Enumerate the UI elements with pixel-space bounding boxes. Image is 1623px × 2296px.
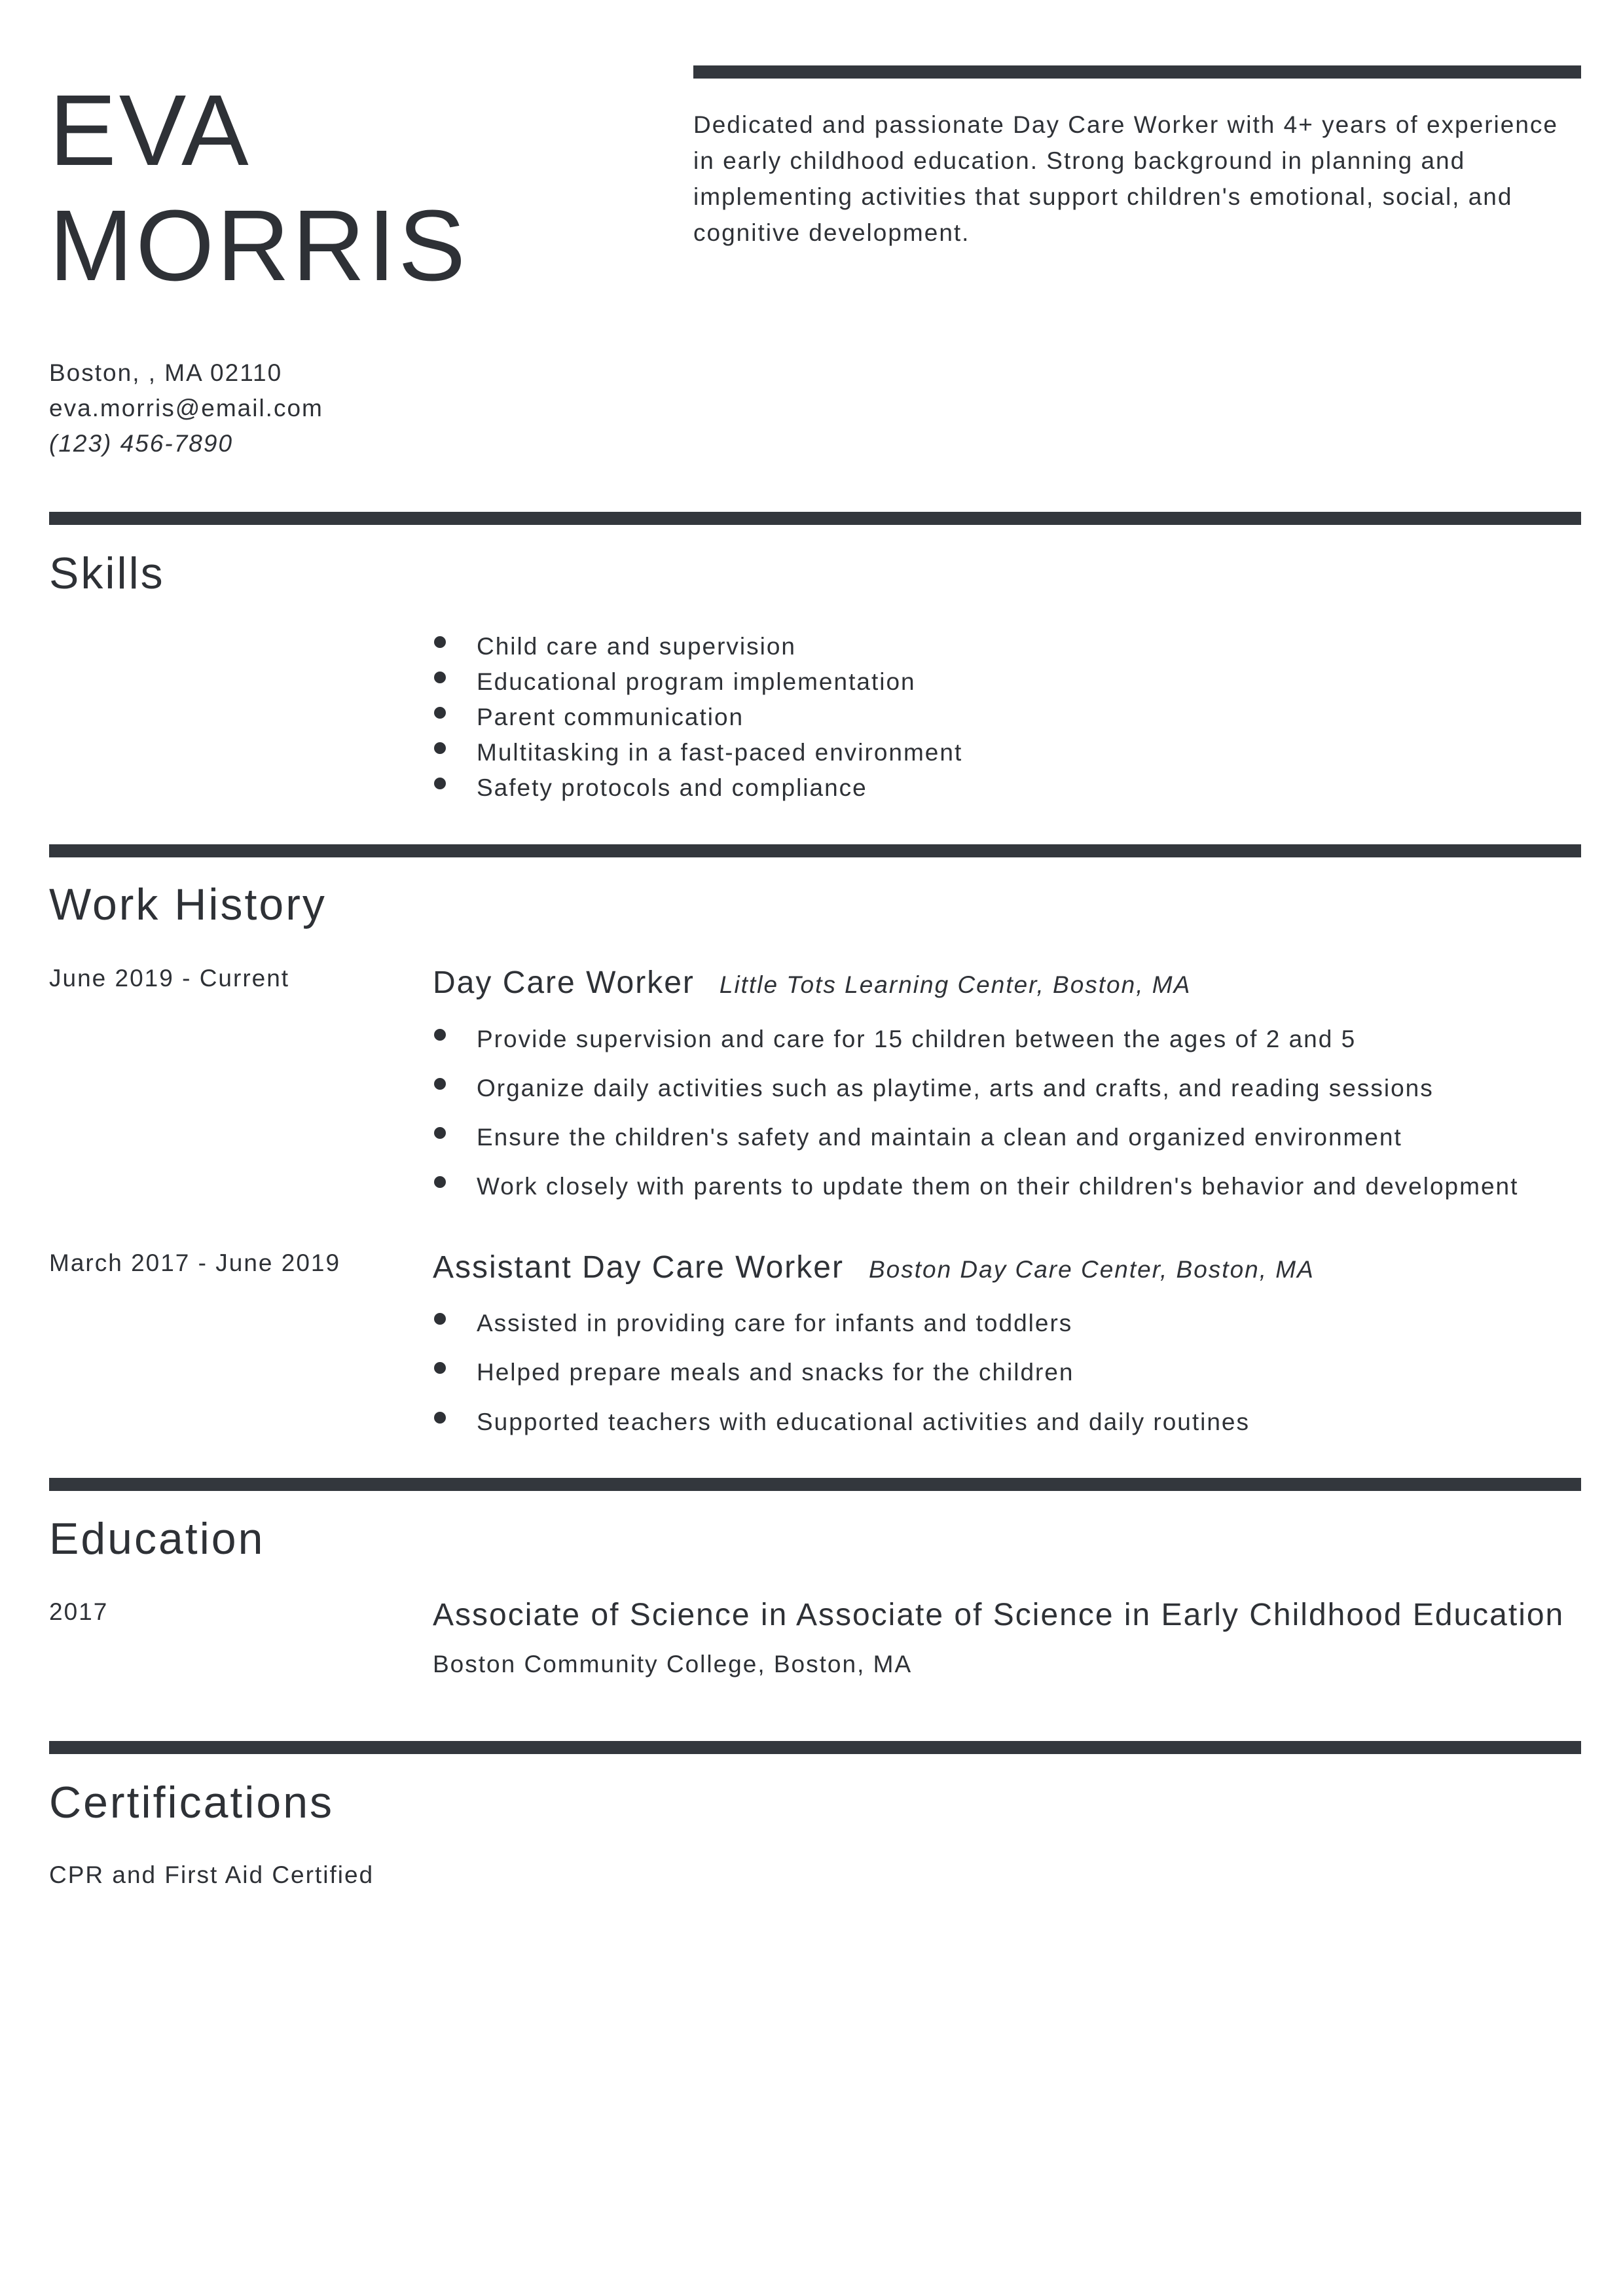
section-divider xyxy=(49,1478,1581,1491)
section-divider xyxy=(49,512,1581,525)
job-title: Assistant Day Care Worker xyxy=(433,1250,844,1285)
job-bullet: Organize daily activities such as playtime, arts and crafts, and reading sessions xyxy=(477,1075,1434,1102)
education-school: Boston Community College, Boston, MA xyxy=(433,1651,913,1677)
bullet-icon xyxy=(434,1127,446,1139)
bullet-icon xyxy=(434,1362,446,1374)
job-dates: June 2019 - Current xyxy=(49,965,290,992)
bullet-icon xyxy=(434,778,446,789)
contact-address: Boston, , MA 02110 xyxy=(49,359,283,386)
bullet-icon xyxy=(434,636,446,648)
education-year: 2017 xyxy=(49,1598,109,1625)
job-heading xyxy=(433,1252,1315,1283)
job-employer: Boston Day Care Center, Boston, MA xyxy=(868,1256,1315,1283)
job-bullet: Assisted in providing care for infants and toddlers xyxy=(477,1310,1073,1336)
bullet-icon xyxy=(434,707,446,719)
certification-item: CPR and First Aid Certified xyxy=(49,1861,374,1888)
header-divider xyxy=(693,65,1581,79)
job-title: Day Care Worker xyxy=(433,965,695,1000)
section-divider xyxy=(49,1741,1581,1754)
job-bullet: Supported teachers with educational activities and daily routines xyxy=(477,1408,1250,1435)
education-degree: Associate of Science in Associate of Science in Early Childhood Education xyxy=(433,1598,1565,1632)
job-bullet: Provide supervision and care for 15 children between the ages of 2 and 5 xyxy=(477,1026,1357,1052)
skill-item: Safety protocols and compliance xyxy=(477,774,867,801)
bullet-icon xyxy=(434,1078,446,1090)
job-bullet: Work closely with parents to update them on their children's behavior and development xyxy=(477,1173,1519,1200)
job-dates: March 2017 - June 2019 xyxy=(49,1249,341,1276)
section-title-work-history: Work History xyxy=(49,880,327,929)
section-title-skills: Skills xyxy=(49,548,165,598)
job-bullet: Ensure the children's safety and maintain a clean and organized environment xyxy=(477,1124,1402,1151)
section-title-education: Education xyxy=(49,1514,265,1564)
first-name: EVA xyxy=(49,74,251,187)
job-heading xyxy=(433,967,1191,999)
bullet-icon xyxy=(434,1313,446,1325)
skill-item: Educational program implementation xyxy=(477,668,916,695)
job-employer: Little Tots Learning Center, Boston, MA xyxy=(719,971,1192,998)
skill-item: Parent communication xyxy=(477,704,744,730)
bullet-icon xyxy=(434,742,446,754)
contact-phone: (123) 456-7890 xyxy=(49,430,234,457)
skill-item: Multitasking in a fast-paced environment xyxy=(477,739,963,766)
section-divider xyxy=(49,844,1581,857)
contact-email: eva.morris@email.com xyxy=(49,395,323,422)
bullet-icon xyxy=(434,672,446,683)
bullet-icon xyxy=(434,1412,446,1424)
skill-item: Child care and supervision xyxy=(477,633,797,660)
job-bullet: Helped prepare meals and snacks for the children xyxy=(477,1359,1074,1386)
last-name: MORRIS xyxy=(49,189,468,302)
bullet-icon xyxy=(434,1176,446,1188)
bullet-icon xyxy=(434,1029,446,1041)
section-title-certifications: Certifications xyxy=(49,1778,335,1827)
professional-summary: Dedicated and passionate Day Care Worker with 4+ years of experience in early childhood education. Strong background in planning and implementing activities that support children's emotional, social, and cognitive development. xyxy=(693,111,1558,246)
